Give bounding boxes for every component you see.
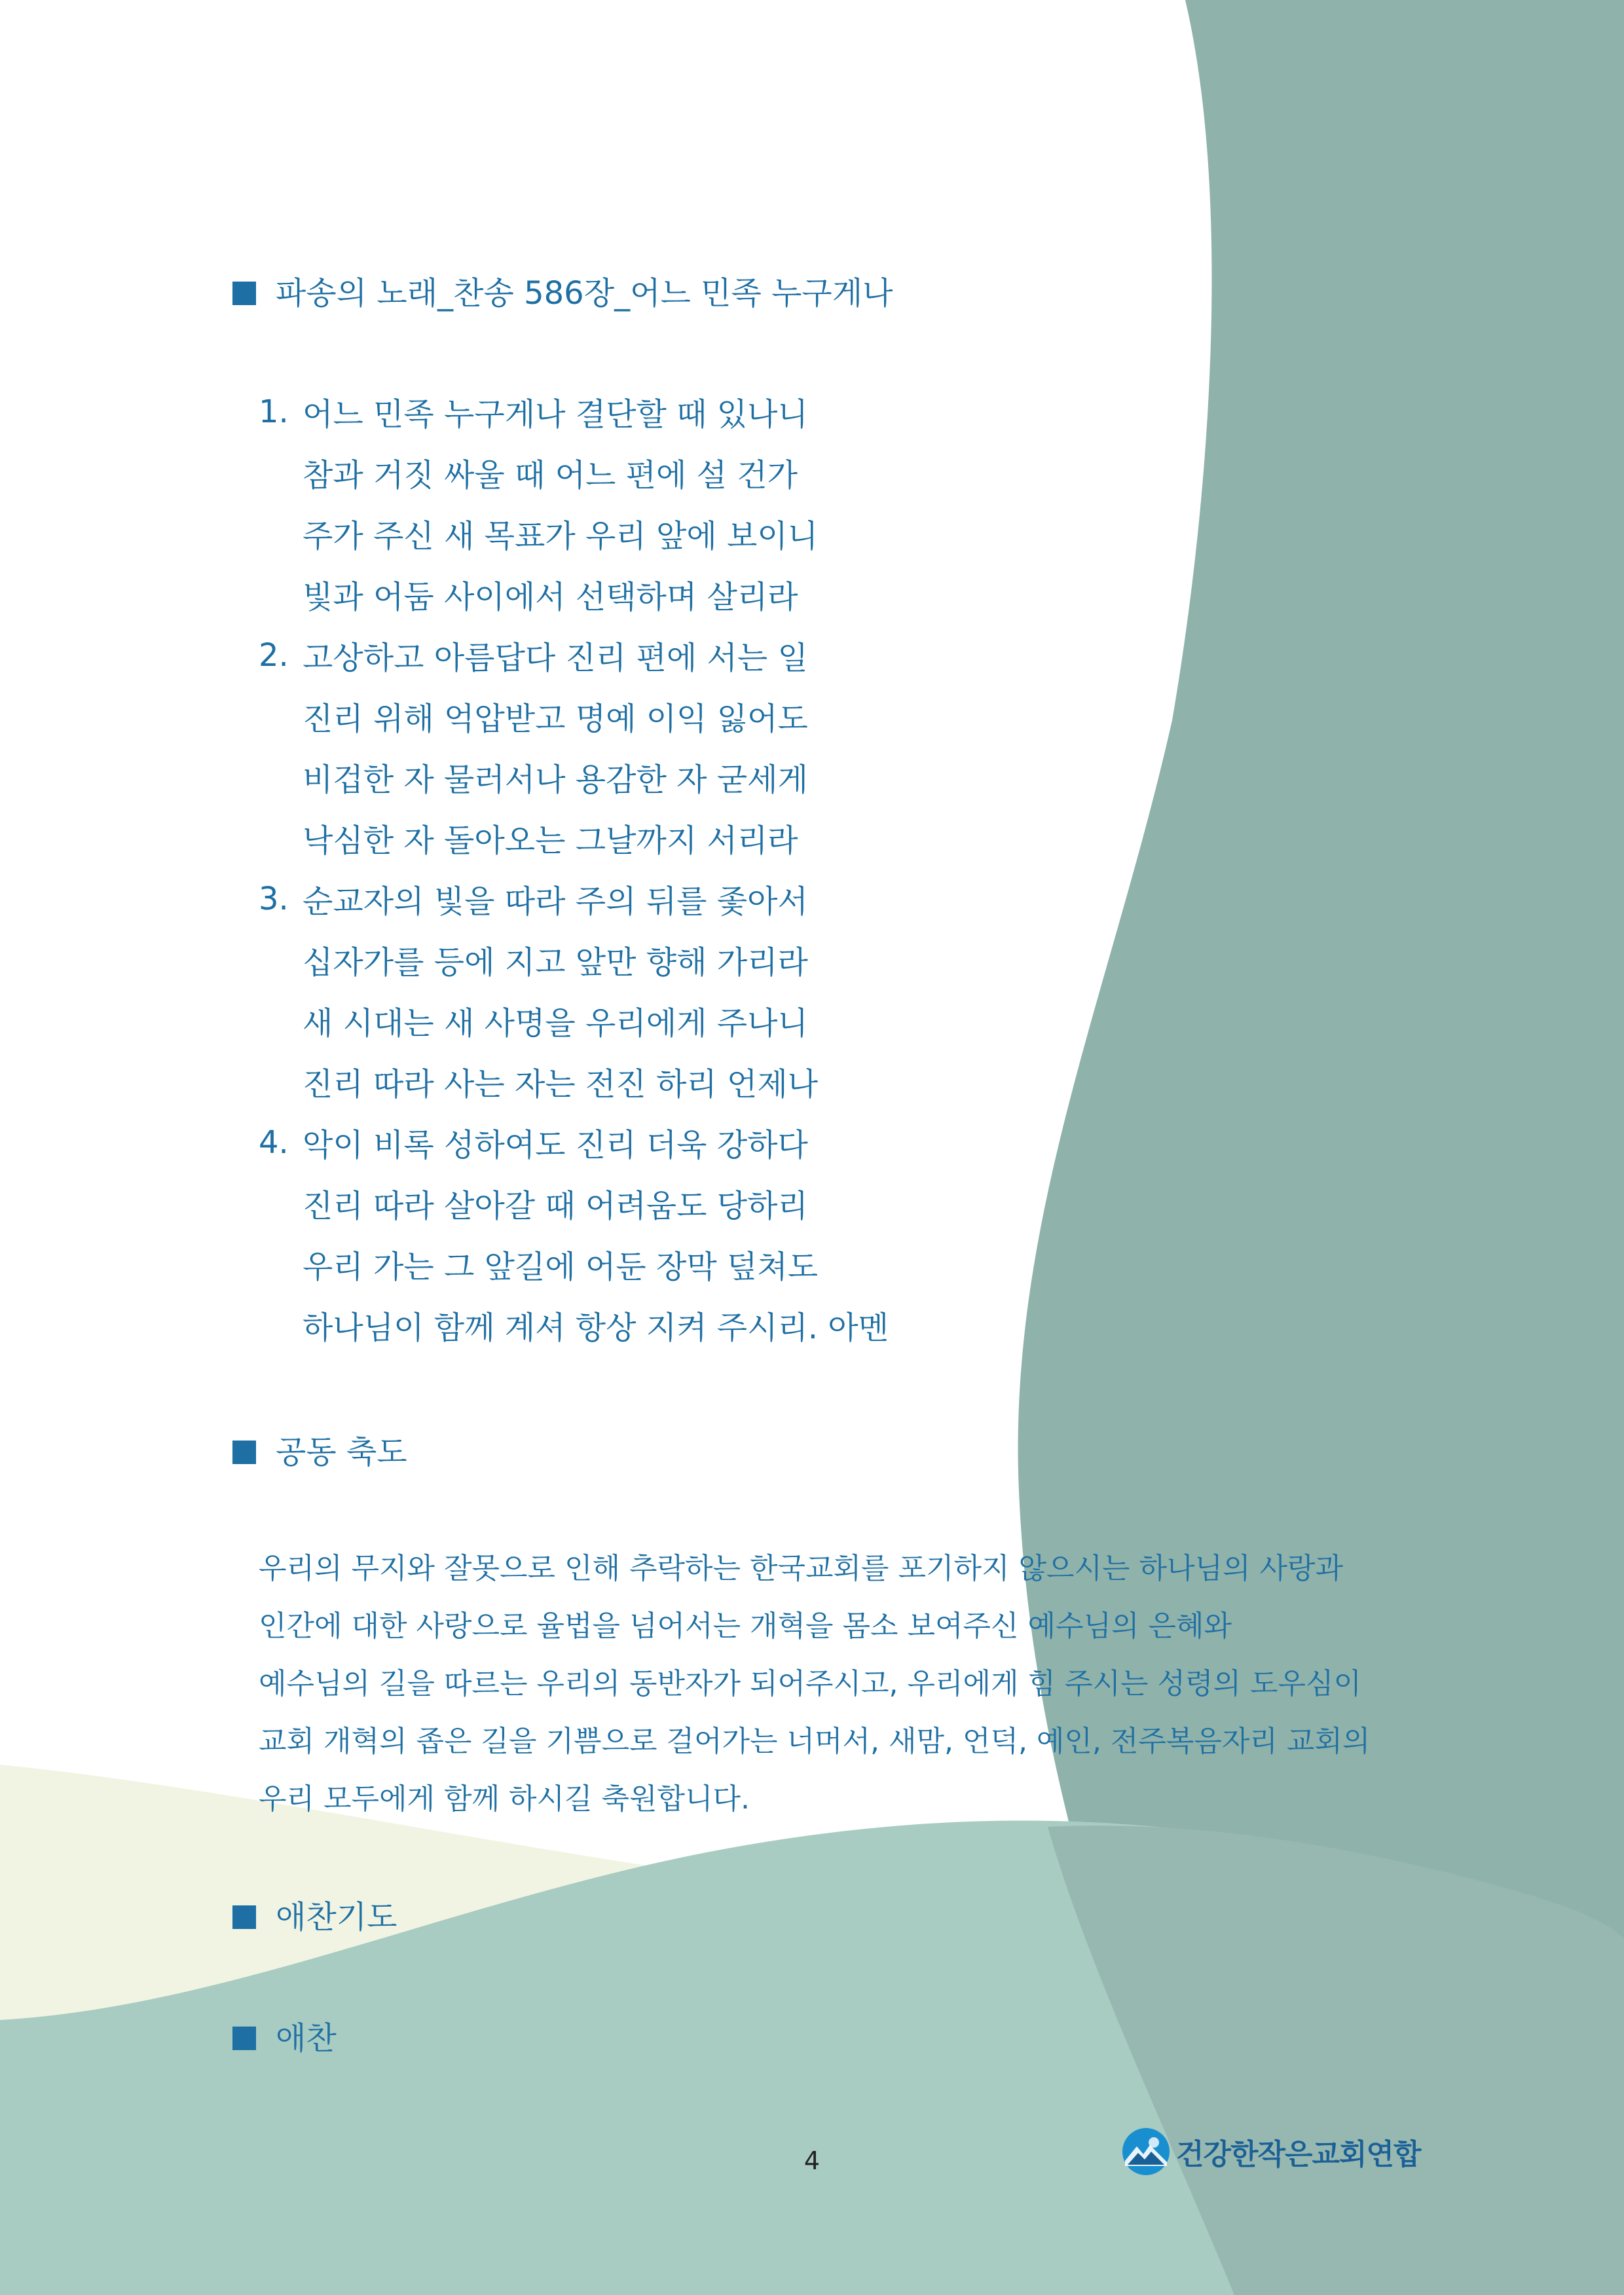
verse-number: 2. xyxy=(259,636,289,674)
verse-line: 우리 가는 그 앞길에 어둔 장막 덮쳐도 xyxy=(303,1249,819,1285)
bullet-square-icon xyxy=(232,282,256,305)
verse-line: 고상하고 아름답다 진리 편에 서는 일 xyxy=(303,640,808,676)
hymn-lyrics xyxy=(259,381,889,1355)
verse-number: 4. xyxy=(259,1124,289,1161)
benediction-title: 공동 축도 xyxy=(276,1434,407,1471)
agape-section-heading xyxy=(232,2020,337,2057)
hymn-verse-2 xyxy=(259,625,889,868)
benediction-line: 교회 개혁의 좁은 길을 기쁨으로 걸어가는 너머서, 새맘, 언덕, 예인, 전주복음자리 교회의 xyxy=(259,1725,1371,1758)
verse-line: 진리 위해 억압받고 명예 이익 잃어도 xyxy=(303,701,808,737)
verse-number: 3. xyxy=(259,880,289,917)
benediction-section-heading xyxy=(232,1434,407,1471)
verse-number: 1. xyxy=(259,393,289,430)
benediction-line: 예수님의 길을 따르는 우리의 동반자가 되어주시고, 우리에게 힘 주시는 성령의 도우심이 xyxy=(259,1667,1361,1700)
intercession-title: 애찬기도 xyxy=(276,1899,397,1936)
benediction-line: 인간에 대한 사랑으로 율법을 넘어서는 개혁을 몸소 보여주신 예수님의 은혜와 xyxy=(259,1609,1232,1643)
page-number: 4 xyxy=(803,2146,821,2175)
bullet-square-icon xyxy=(232,2027,256,2050)
verse-line: 낙심한 자 돌아오는 그날까지 서리라 xyxy=(303,822,798,859)
intercession-section-heading xyxy=(232,1899,397,1936)
benediction-line: 우리의 무지와 잘못으로 인해 추락하는 한국교회를 포기하지 않으시는 하나님의 사랑과 xyxy=(259,1552,1344,1585)
verse-line: 비겁한 자 물러서나 용감한 자 굳세게 xyxy=(303,762,808,798)
verse-line: 빛과 어둠 사이에서 선택하며 살리라 xyxy=(303,579,798,615)
hymn-verse-4 xyxy=(259,1112,889,1355)
hymn-section-heading xyxy=(232,275,893,312)
verse-line: 주가 주신 새 목표가 우리 앞에 보이니 xyxy=(303,518,819,555)
bullet-square-icon xyxy=(232,1905,256,1929)
verse-line: 진리 따라 사는 자는 전진 하리 언제나 xyxy=(303,1066,819,1103)
bullet-square-icon xyxy=(232,1441,256,1464)
verse-line: 십자가를 등에 지고 앞만 향해 가리라 xyxy=(303,944,808,981)
verse-line: 하나님이 함께 계셔 항상 지켜 주시리. 아멘 xyxy=(303,1310,889,1346)
verse-line: 순교자의 빛을 따라 주의 뒤를 좇아서 xyxy=(303,883,808,920)
hymn-verse-1 xyxy=(259,381,889,625)
verse-line: 새 시대는 새 사명을 우리에게 주나니 xyxy=(303,1005,808,1042)
verse-line: 악이 비록 성하여도 진리 더욱 강하다 xyxy=(303,1127,808,1164)
agape-title: 애찬 xyxy=(276,2020,337,2057)
verse-line: 어느 민족 누구게나 결단할 때 있나니 xyxy=(303,396,808,433)
benediction-text xyxy=(259,1540,1370,1828)
benediction-line: 우리 모두에게 함께 하시길 축원합니다. xyxy=(259,1782,750,1816)
hymn-title: 파송의 노래_찬송 586장_어느 민족 누구게나 xyxy=(276,275,893,312)
mountain-sun-icon xyxy=(1121,2127,1171,2176)
hymn-verse-3 xyxy=(259,868,889,1112)
verse-line: 진리 따라 살아갈 때 어려움도 당하리 xyxy=(303,1188,808,1224)
verse-line: 참과 거짓 싸울 때 어느 편에 설 건가 xyxy=(303,457,798,494)
logo-text: 건강한작은교회연합 xyxy=(1176,2138,1421,2171)
organization-logo xyxy=(1121,2127,1421,2176)
